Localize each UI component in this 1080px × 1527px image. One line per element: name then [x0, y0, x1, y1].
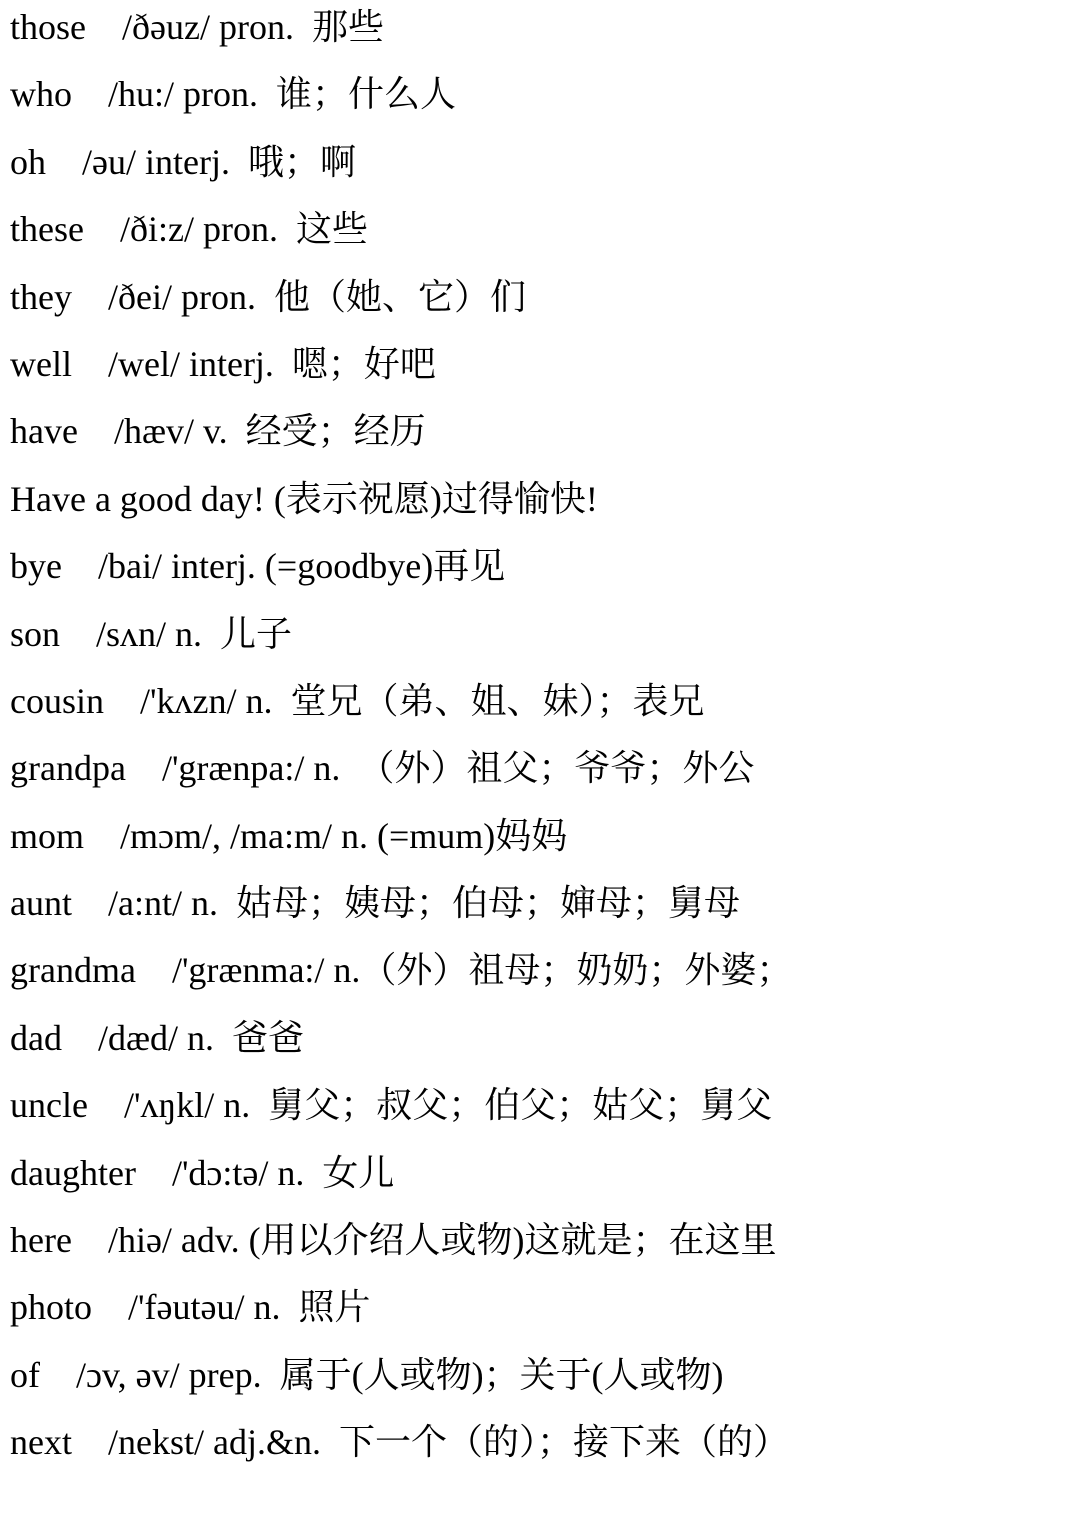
vocab-entry: uncle /'ʌŋkl/ n. 舅父；叔父；伯父；姑父；舅父 [10, 1085, 773, 1126]
vocab-entry: those /ðəuz/ pron. 那些 [10, 7, 384, 47]
vocab-entry: oh /əu/ interj. 哦；啊 [10, 141, 356, 182]
vocab-entry: well /wel/ interj. 嗯；好吧 [10, 343, 436, 384]
vocab-entry: who /hu:/ pron. 谁；什么人 [10, 74, 456, 115]
vocab-entry: mom /mɔm/, /ma:m/ n. (=mum)妈妈 [10, 815, 568, 856]
vocab-entry: they /ðei/ pron. 他（她、它）们 [10, 276, 526, 317]
vocab-entry: have /hæv/ v. 经受；经历 [10, 411, 426, 452]
vocab-phrase: Have a good day! (表示祝愿)过得愉快! [10, 478, 598, 519]
vocab-entry: photo /'fəutəu/ n. 照片 [10, 1287, 371, 1328]
vocab-entry: daughter /'dɔ:tə/ n. 女儿 [10, 1152, 395, 1193]
vocab-entry: these /ði:z/ pron. 这些 [10, 209, 368, 250]
vocabulary-list [10, 0, 1070, 1483]
vocab-entry: dad /dæd/ n. 爸爸 [10, 1017, 304, 1058]
vocab-entry: bye /bai/ interj. (=goodbye)再见 [10, 546, 506, 587]
vocab-entry: here /hiə/ adv. (用以介绍人或物)这就是；在这里 [10, 1220, 777, 1261]
vocab-entry: next /nekst/ adj.&n. 下一个（的）；接下来（的） [10, 1422, 789, 1463]
vocab-entry: cousin /'kʌzn/ n. 堂兄（弟、姐、妹）；表兄 [10, 680, 705, 721]
vocab-entry: son /sʌn/ n. 儿子 [10, 613, 293, 654]
vocab-entry: of /ɔv, əv/ prep. 属于(人或物)；关于(人或物) [10, 1354, 724, 1395]
vocab-entry: grandpa /'grænpa:/ n. （外）祖父；爷爷；外公 [10, 748, 755, 789]
vocab-entry: grandma /'grænma:/ n.（外）祖母；奶奶；外婆； [10, 950, 793, 991]
vocab-entry: aunt /a:nt/ n. 姑母；姨母；伯母；婶母；舅母 [10, 883, 740, 924]
